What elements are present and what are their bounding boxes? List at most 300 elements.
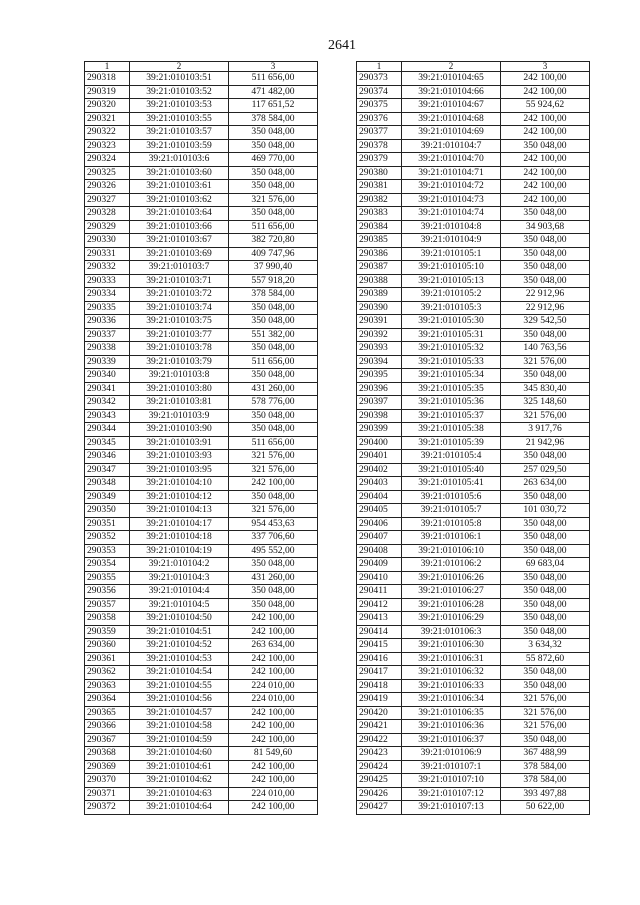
- row-number-cell: 290331: [85, 247, 130, 261]
- row-number-cell: 290399: [357, 423, 402, 437]
- cadastral-number-cell: 39:21:010104:18: [130, 531, 229, 545]
- table-row: [85, 720, 318, 734]
- table-row: [357, 301, 590, 315]
- row-number-cell: 290417: [357, 666, 402, 680]
- column-header: 1: [85, 62, 130, 72]
- table-row: [357, 153, 590, 167]
- table-row: [357, 99, 590, 113]
- cadastral-number-cell: 39:21:010105:8: [402, 517, 501, 531]
- row-number-cell: 290392: [357, 328, 402, 342]
- cadastral-number-cell: 39:21:010106:26: [402, 571, 501, 585]
- table-row: [85, 490, 318, 504]
- value-cell: 224 010,00: [229, 787, 318, 801]
- value-cell: 242 100,00: [229, 477, 318, 491]
- column-header: 3: [501, 62, 590, 72]
- table-row: [85, 504, 318, 518]
- value-cell: 257 029,50: [501, 463, 590, 477]
- value-cell: 350 048,00: [501, 261, 590, 275]
- value-cell: 242 100,00: [501, 180, 590, 194]
- cadastral-number-cell: 39:21:010104:66: [402, 85, 501, 99]
- table-row: [85, 585, 318, 599]
- table-row: [357, 639, 590, 653]
- value-cell: 551 382,00: [229, 328, 318, 342]
- table-row: [357, 328, 590, 342]
- table-row: [357, 598, 590, 612]
- table-row: [85, 301, 318, 315]
- row-number-cell: 290373: [357, 72, 402, 86]
- row-number-cell: 290339: [85, 355, 130, 369]
- table-row: [357, 85, 590, 99]
- cadastral-number-cell: 39:21:010106:31: [402, 652, 501, 666]
- table-row: [357, 126, 590, 140]
- row-number-cell: 290375: [357, 99, 402, 113]
- row-number-cell: 290421: [357, 720, 402, 734]
- row-number-cell: 290340: [85, 369, 130, 383]
- row-number-cell: 290389: [357, 288, 402, 302]
- row-number-cell: 290393: [357, 342, 402, 356]
- value-cell: 140 763,56: [501, 342, 590, 356]
- value-cell: 21 942,96: [501, 436, 590, 450]
- left-table-body: [85, 72, 318, 815]
- row-number-cell: 290333: [85, 274, 130, 288]
- table-row: [357, 463, 590, 477]
- row-number-cell: 290386: [357, 247, 402, 261]
- value-cell: 55 924,62: [501, 99, 590, 113]
- table-row: [85, 625, 318, 639]
- cadastral-number-cell: 39:21:010105:34: [402, 369, 501, 383]
- row-number-cell: 290332: [85, 261, 130, 275]
- cadastral-number-cell: 39:21:010103:55: [130, 112, 229, 126]
- row-number-cell: 290415: [357, 639, 402, 653]
- row-number-cell: 290423: [357, 747, 402, 761]
- cadastral-number-cell: 39:21:010106:34: [402, 693, 501, 707]
- value-cell: 511 656,00: [229, 436, 318, 450]
- value-cell: 350 048,00: [501, 544, 590, 558]
- table-row: [85, 693, 318, 707]
- table-row: [357, 288, 590, 302]
- value-cell: 321 576,00: [229, 193, 318, 207]
- row-number-cell: 290422: [357, 733, 402, 747]
- cadastral-number-cell: 39:21:010105:33: [402, 355, 501, 369]
- table-row: [357, 679, 590, 693]
- table-row: [85, 639, 318, 653]
- row-number-cell: 290368: [85, 747, 130, 761]
- table-row: [85, 544, 318, 558]
- value-cell: 22 912,96: [501, 301, 590, 315]
- row-number-cell: 290418: [357, 679, 402, 693]
- value-cell: 350 048,00: [501, 274, 590, 288]
- value-cell: 511 656,00: [229, 72, 318, 86]
- value-cell: 242 100,00: [229, 733, 318, 747]
- value-cell: 242 100,00: [229, 801, 318, 815]
- table-row: [357, 274, 590, 288]
- cadastral-number-cell: 39:21:010104:12: [130, 490, 229, 504]
- cadastral-number-cell: 39:21:010104:63: [130, 787, 229, 801]
- cadastral-number-cell: 39:21:010103:52: [130, 85, 229, 99]
- table-row: [85, 207, 318, 221]
- cadastral-number-cell: 39:21:010104:51: [130, 625, 229, 639]
- row-number-cell: 290374: [357, 85, 402, 99]
- cadastral-number-cell: 39:21:010103:78: [130, 342, 229, 356]
- row-number-cell: 290376: [357, 112, 402, 126]
- row-number-cell: 290348: [85, 477, 130, 491]
- row-number-cell: 290363: [85, 679, 130, 693]
- cadastral-number-cell: 39:21:010105:38: [402, 423, 501, 437]
- value-cell: 242 100,00: [229, 760, 318, 774]
- value-cell: 409 747,96: [229, 247, 318, 261]
- table-row: [357, 585, 590, 599]
- value-cell: 242 100,00: [229, 706, 318, 720]
- table-row: [357, 207, 590, 221]
- value-cell: 242 100,00: [501, 112, 590, 126]
- row-number-cell: 290338: [85, 342, 130, 356]
- row-number-cell: 290360: [85, 639, 130, 653]
- page-number: 2641: [328, 38, 356, 53]
- row-number-cell: 290321: [85, 112, 130, 126]
- row-number-cell: 290388: [357, 274, 402, 288]
- row-number-cell: 290335: [85, 301, 130, 315]
- table-row: [357, 342, 590, 356]
- table-row: [85, 571, 318, 585]
- cadastral-number-cell: 39:21:010106:1: [402, 531, 501, 545]
- value-cell: 350 048,00: [501, 679, 590, 693]
- cadastral-number-cell: 39:21:010103:62: [130, 193, 229, 207]
- table-row: [85, 99, 318, 113]
- table-row: [85, 261, 318, 275]
- cadastral-number-cell: 39:21:010104:61: [130, 760, 229, 774]
- cadastral-number-cell: 39:21:010105:4: [402, 450, 501, 464]
- cadastral-number-cell: 39:21:010106:9: [402, 747, 501, 761]
- value-cell: 350 048,00: [229, 342, 318, 356]
- row-number-cell: 290404: [357, 490, 402, 504]
- row-number-cell: 290377: [357, 126, 402, 140]
- row-number-cell: 290420: [357, 706, 402, 720]
- value-cell: 350 048,00: [229, 126, 318, 140]
- table-row: [357, 193, 590, 207]
- row-number-cell: 290390: [357, 301, 402, 315]
- value-cell: 242 100,00: [501, 166, 590, 180]
- cadastral-number-cell: 39:21:010104:10: [130, 477, 229, 491]
- value-cell: 321 576,00: [501, 355, 590, 369]
- row-number-cell: 290367: [85, 733, 130, 747]
- value-cell: 242 100,00: [501, 85, 590, 99]
- value-cell: 329 542,50: [501, 315, 590, 329]
- value-cell: 350 048,00: [501, 517, 590, 531]
- table-row: [85, 679, 318, 693]
- table-row: [357, 261, 590, 275]
- value-cell: 3 917,76: [501, 423, 590, 437]
- value-cell: 378 584,00: [501, 774, 590, 788]
- cadastral-number-cell: 39:21:010103:91: [130, 436, 229, 450]
- table-row: [85, 733, 318, 747]
- table-row: [357, 720, 590, 734]
- value-cell: 350 048,00: [229, 490, 318, 504]
- row-number-cell: 290329: [85, 220, 130, 234]
- value-cell: 350 048,00: [229, 207, 318, 221]
- row-number-cell: 290427: [357, 801, 402, 815]
- value-cell: 345 830,40: [501, 382, 590, 396]
- cadastral-number-cell: 39:21:010104:70: [402, 153, 501, 167]
- table-row: [357, 355, 590, 369]
- value-cell: 350 048,00: [229, 139, 318, 153]
- value-cell: 350 048,00: [501, 369, 590, 383]
- value-cell: 382 720,80: [229, 234, 318, 248]
- row-number-cell: 290347: [85, 463, 130, 477]
- table-row: [357, 139, 590, 153]
- row-number-cell: 290406: [357, 517, 402, 531]
- cadastral-number-cell: 39:21:010104:57: [130, 706, 229, 720]
- table-row: [85, 774, 318, 788]
- cadastral-number-cell: 39:21:010104:3: [130, 571, 229, 585]
- cadastral-number-cell: 39:21:010105:1: [402, 247, 501, 261]
- table-row: [85, 666, 318, 680]
- value-cell: 350 048,00: [501, 571, 590, 585]
- cadastral-number-cell: 39:21:010104:73: [402, 193, 501, 207]
- row-number-cell: 290416: [357, 652, 402, 666]
- table-row: [357, 423, 590, 437]
- row-number-cell: 290337: [85, 328, 130, 342]
- value-cell: 242 100,00: [229, 625, 318, 639]
- row-number-cell: 290330: [85, 234, 130, 248]
- cadastral-number-cell: 39:21:010104:4: [130, 585, 229, 599]
- value-cell: 321 576,00: [501, 693, 590, 707]
- row-number-cell: 290356: [85, 585, 130, 599]
- cadastral-number-cell: 39:21:010104:64: [130, 801, 229, 815]
- cadastral-number-cell: 39:21:010103:72: [130, 288, 229, 302]
- row-number-cell: 290343: [85, 409, 130, 423]
- table-row: [357, 625, 590, 639]
- value-cell: 350 048,00: [229, 558, 318, 572]
- cadastral-number-cell: 39:21:010105:41: [402, 477, 501, 491]
- value-cell: 350 048,00: [501, 207, 590, 221]
- table-row: [85, 409, 318, 423]
- value-cell: 471 482,00: [229, 85, 318, 99]
- row-number-cell: 290411: [357, 585, 402, 599]
- column-header: 2: [130, 62, 229, 72]
- cadastral-number-cell: 39:21:010106:2: [402, 558, 501, 572]
- table-row: [85, 706, 318, 720]
- row-number-cell: 290361: [85, 652, 130, 666]
- row-number-cell: 290365: [85, 706, 130, 720]
- table-row: [85, 85, 318, 99]
- table-row: [357, 517, 590, 531]
- row-number-cell: 290344: [85, 423, 130, 437]
- table-row: [85, 153, 318, 167]
- value-cell: 378 584,00: [229, 288, 318, 302]
- row-number-cell: 290379: [357, 153, 402, 167]
- table-row: [357, 774, 590, 788]
- value-cell: 325 148,60: [501, 396, 590, 410]
- value-cell: 263 634,00: [229, 639, 318, 653]
- row-number-cell: 290419: [357, 693, 402, 707]
- cadastral-number-cell: 39:21:010106:37: [402, 733, 501, 747]
- table-row: [357, 558, 590, 572]
- cadastral-number-cell: 39:21:010103:79: [130, 355, 229, 369]
- table-row: [85, 220, 318, 234]
- row-number-cell: 290346: [85, 450, 130, 464]
- table-row: [85, 193, 318, 207]
- row-number-cell: 290414: [357, 625, 402, 639]
- row-number-cell: 290345: [85, 436, 130, 450]
- cadastral-number-cell: 39:21:010104:59: [130, 733, 229, 747]
- value-cell: 242 100,00: [229, 720, 318, 734]
- value-cell: 350 048,00: [229, 369, 318, 383]
- row-number-cell: 290325: [85, 166, 130, 180]
- table-row: [357, 166, 590, 180]
- table-row: [357, 787, 590, 801]
- cadastral-number-cell: 39:21:010104:9: [402, 234, 501, 248]
- cadastral-number-cell: 39:21:010105:37: [402, 409, 501, 423]
- table-row: [357, 544, 590, 558]
- table-row: [85, 72, 318, 86]
- row-number-cell: 290323: [85, 139, 130, 153]
- row-number-cell: 290362: [85, 666, 130, 680]
- value-cell: 101 030,72: [501, 504, 590, 518]
- cadastral-number-cell: 39:21:010104:74: [402, 207, 501, 221]
- value-cell: 557 918,20: [229, 274, 318, 288]
- cadastral-number-cell: 39:21:010104:65: [402, 72, 501, 86]
- table-row: [85, 166, 318, 180]
- value-cell: 469 770,00: [229, 153, 318, 167]
- table-row: [357, 747, 590, 761]
- value-cell: 495 552,00: [229, 544, 318, 558]
- table-row: [85, 126, 318, 140]
- row-number-cell: 290396: [357, 382, 402, 396]
- row-number-cell: 290352: [85, 531, 130, 545]
- row-number-cell: 290397: [357, 396, 402, 410]
- cadastral-number-cell: 39:21:010103:90: [130, 423, 229, 437]
- cadastral-number-cell: 39:21:010105:30: [402, 315, 501, 329]
- row-number-cell: 290380: [357, 166, 402, 180]
- value-cell: 431 260,00: [229, 571, 318, 585]
- table-row: [357, 706, 590, 720]
- cadastral-number-cell: 39:21:010103:7: [130, 261, 229, 275]
- table-row: [357, 693, 590, 707]
- cadastral-number-cell: 39:21:010103:95: [130, 463, 229, 477]
- column-header: 2: [402, 62, 501, 72]
- table-row: [357, 652, 590, 666]
- cadastral-number-cell: 39:21:010106:33: [402, 679, 501, 693]
- value-cell: 242 100,00: [229, 652, 318, 666]
- cadastral-number-cell: 39:21:010104:68: [402, 112, 501, 126]
- cadastral-number-cell: 39:21:010103:77: [130, 328, 229, 342]
- row-number-cell: 290378: [357, 139, 402, 153]
- row-number-cell: 290341: [85, 382, 130, 396]
- value-cell: 242 100,00: [229, 612, 318, 626]
- table-row: [357, 382, 590, 396]
- row-number-cell: 290383: [357, 207, 402, 221]
- value-cell: 431 260,00: [229, 382, 318, 396]
- cadastral-number-cell: 39:21:010104:67: [402, 99, 501, 113]
- value-cell: 350 048,00: [501, 328, 590, 342]
- cadastral-number-cell: 39:21:010105:10: [402, 261, 501, 275]
- table-row: [357, 504, 590, 518]
- cadastral-number-cell: 39:21:010106:3: [402, 625, 501, 639]
- value-cell: 224 010,00: [229, 679, 318, 693]
- table-row: [357, 733, 590, 747]
- cadastral-number-cell: 39:21:010104:19: [130, 544, 229, 558]
- row-number-cell: 290350: [85, 504, 130, 518]
- value-cell: 242 100,00: [501, 72, 590, 86]
- value-cell: 321 576,00: [229, 504, 318, 518]
- cadastral-number-cell: 39:21:010104:60: [130, 747, 229, 761]
- table-row: [85, 598, 318, 612]
- table-row: [85, 112, 318, 126]
- right-table-body: [357, 72, 590, 815]
- value-cell: 350 048,00: [501, 612, 590, 626]
- value-cell: 81 549,60: [229, 747, 318, 761]
- table-row: [357, 666, 590, 680]
- cadastral-number-cell: 39:21:010105:31: [402, 328, 501, 342]
- value-cell: 511 656,00: [229, 220, 318, 234]
- table-row: [85, 450, 318, 464]
- value-cell: 378 584,00: [229, 112, 318, 126]
- table-row: [85, 315, 318, 329]
- cadastral-number-cell: 39:21:010104:50: [130, 612, 229, 626]
- cadastral-number-cell: 39:21:010107:12: [402, 787, 501, 801]
- row-number-cell: 290413: [357, 612, 402, 626]
- cadastral-number-cell: 39:21:010104:17: [130, 517, 229, 531]
- row-number-cell: 290372: [85, 801, 130, 815]
- row-number-cell: 290327: [85, 193, 130, 207]
- value-cell: 337 706,60: [229, 531, 318, 545]
- table-row: [85, 477, 318, 491]
- row-number-cell: 290328: [85, 207, 130, 221]
- value-cell: 578 776,00: [229, 396, 318, 410]
- cadastral-number-cell: 39:21:010104:71: [402, 166, 501, 180]
- value-cell: 350 048,00: [501, 585, 590, 599]
- value-cell: 350 048,00: [229, 423, 318, 437]
- cadastral-number-cell: 39:21:010104:52: [130, 639, 229, 653]
- table-row: [85, 652, 318, 666]
- table-row: [357, 760, 590, 774]
- cadastral-number-cell: 39:21:010105:32: [402, 342, 501, 356]
- value-cell: 350 048,00: [229, 585, 318, 599]
- value-cell: 350 048,00: [229, 180, 318, 194]
- cadastral-number-cell: 39:21:010106:30: [402, 639, 501, 653]
- table-row: [85, 247, 318, 261]
- value-cell: 321 576,00: [501, 706, 590, 720]
- table-row: [85, 328, 318, 342]
- table-row: [357, 315, 590, 329]
- cadastral-number-cell: 39:21:010103:74: [130, 301, 229, 315]
- value-cell: 55 872,60: [501, 652, 590, 666]
- table-row: [85, 234, 318, 248]
- cadastral-number-cell: 39:21:010104:58: [130, 720, 229, 734]
- value-cell: 242 100,00: [501, 126, 590, 140]
- cadastral-number-cell: 39:21:010103:69: [130, 247, 229, 261]
- cadastral-number-cell: 39:21:010104:69: [402, 126, 501, 140]
- table-row: [85, 801, 318, 815]
- row-number-cell: 290354: [85, 558, 130, 572]
- value-cell: 350 048,00: [501, 234, 590, 248]
- row-number-cell: 290371: [85, 787, 130, 801]
- cadastral-number-cell: 39:21:010103:59: [130, 139, 229, 153]
- row-number-cell: 290318: [85, 72, 130, 86]
- table-row: [85, 612, 318, 626]
- table-row: [357, 409, 590, 423]
- table-row: [85, 288, 318, 302]
- table-row: [85, 274, 318, 288]
- row-number-cell: 290401: [357, 450, 402, 464]
- table-row: [85, 463, 318, 477]
- table-row: [357, 180, 590, 194]
- row-number-cell: 290369: [85, 760, 130, 774]
- cadastral-number-cell: 39:21:010107:13: [402, 801, 501, 815]
- table-row: [357, 396, 590, 410]
- table-row: [85, 423, 318, 437]
- value-cell: 242 100,00: [501, 193, 590, 207]
